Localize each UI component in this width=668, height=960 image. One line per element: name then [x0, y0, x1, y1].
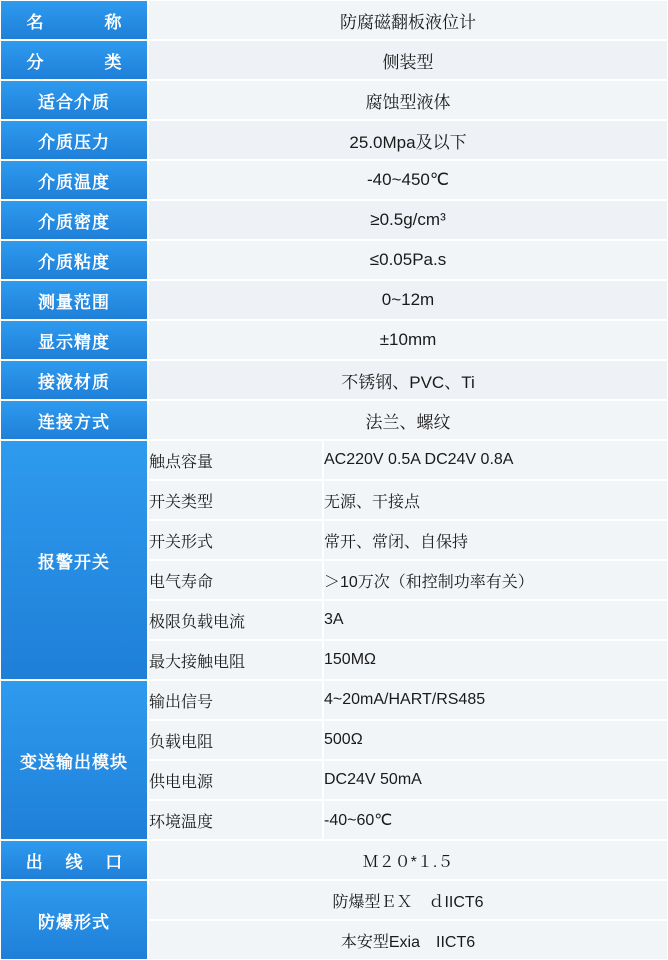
row-label: 适合介质	[0, 80, 148, 120]
group-label-transmitter-module: 变送输出模块	[0, 680, 148, 840]
table-row	[0, 880, 668, 920]
sub-row-label: 开关形式	[148, 520, 323, 560]
row-value: 不锈钢、PVC、Ti	[148, 360, 668, 400]
sub-row-label: 电气寿命	[148, 560, 323, 600]
sub-row-label: 最大接触电阻	[148, 640, 323, 680]
table-row	[0, 280, 668, 320]
row-label: 连接方式	[0, 400, 148, 440]
row-label: 介质压力	[0, 120, 148, 160]
sub-row-label: 开关类型	[148, 480, 323, 520]
sub-row-value: ＞10万次（和控制功率有关）	[323, 560, 668, 600]
sub-row-label: 极限负载电流	[148, 600, 323, 640]
row-value: 法兰、螺纹	[148, 400, 668, 440]
sub-row-value: DC24V 50mA	[323, 760, 668, 800]
row-label: 名 称	[0, 0, 148, 40]
group-label-explosion-proof: 防爆形式	[0, 880, 148, 960]
table-row	[0, 840, 668, 880]
row-value: 腐蚀型液体	[148, 80, 668, 120]
table-row	[0, 40, 668, 80]
table-row	[0, 160, 668, 200]
group-label-alarm-switch: 报警开关	[0, 440, 148, 680]
table-row	[0, 360, 668, 400]
row-label: 介质粘度	[0, 240, 148, 280]
row-label: 接液材质	[0, 360, 148, 400]
row-value: -40~450℃	[148, 160, 668, 200]
sub-row-value: -40~60℃	[323, 800, 668, 840]
table-row	[0, 200, 668, 240]
table-row	[0, 0, 668, 40]
sub-row-label: 环境温度	[148, 800, 323, 840]
row-value-outlet: Ｍ２０*１.５	[148, 840, 668, 880]
sub-row-value: 3A	[323, 600, 668, 640]
row-value: ≥0.5g/cm³	[148, 200, 668, 240]
explosion-proof-value: 本安型Exia IICT6	[148, 920, 668, 960]
row-label: 介质温度	[0, 160, 148, 200]
row-label: 介质密度	[0, 200, 148, 240]
sub-row-value: 无源、干接点	[323, 480, 668, 520]
row-label: 测量范围	[0, 280, 148, 320]
row-value: ≤0.05Pa.s	[148, 240, 668, 280]
row-value: 0~12m	[148, 280, 668, 320]
table-row	[0, 320, 668, 360]
sub-row-value: 4~20mA/HART/RS485	[323, 680, 668, 720]
explosion-proof-value: 防爆型ＥＸ ｄIICT6	[148, 880, 668, 920]
table-row	[0, 440, 668, 480]
table-row	[0, 80, 668, 120]
sub-row-label: 触点容量	[148, 440, 323, 480]
table-row	[0, 400, 668, 440]
row-value: 25.0Mpa及以下	[148, 120, 668, 160]
row-label: 分 类	[0, 40, 148, 80]
sub-row-label: 输出信号	[148, 680, 323, 720]
sub-row-value: AC220V 0.5A DC24V 0.8A	[323, 440, 668, 480]
row-value: 防腐磁翻板液位计	[148, 0, 668, 40]
sub-row-value: 500Ω	[323, 720, 668, 760]
sub-row-value: 150MΩ	[323, 640, 668, 680]
row-value: 侧装型	[148, 40, 668, 80]
table-row	[0, 120, 668, 160]
sub-row-value: 常开、常闭、自保持	[323, 520, 668, 560]
row-label: 显示精度	[0, 320, 148, 360]
sub-row-label: 供电电源	[148, 760, 323, 800]
table-row	[0, 680, 668, 720]
row-label-outlet: 出 线 口	[0, 840, 148, 880]
sub-row-label: 负载电阻	[148, 720, 323, 760]
table-row	[0, 240, 668, 280]
row-value: ±10mm	[148, 320, 668, 360]
